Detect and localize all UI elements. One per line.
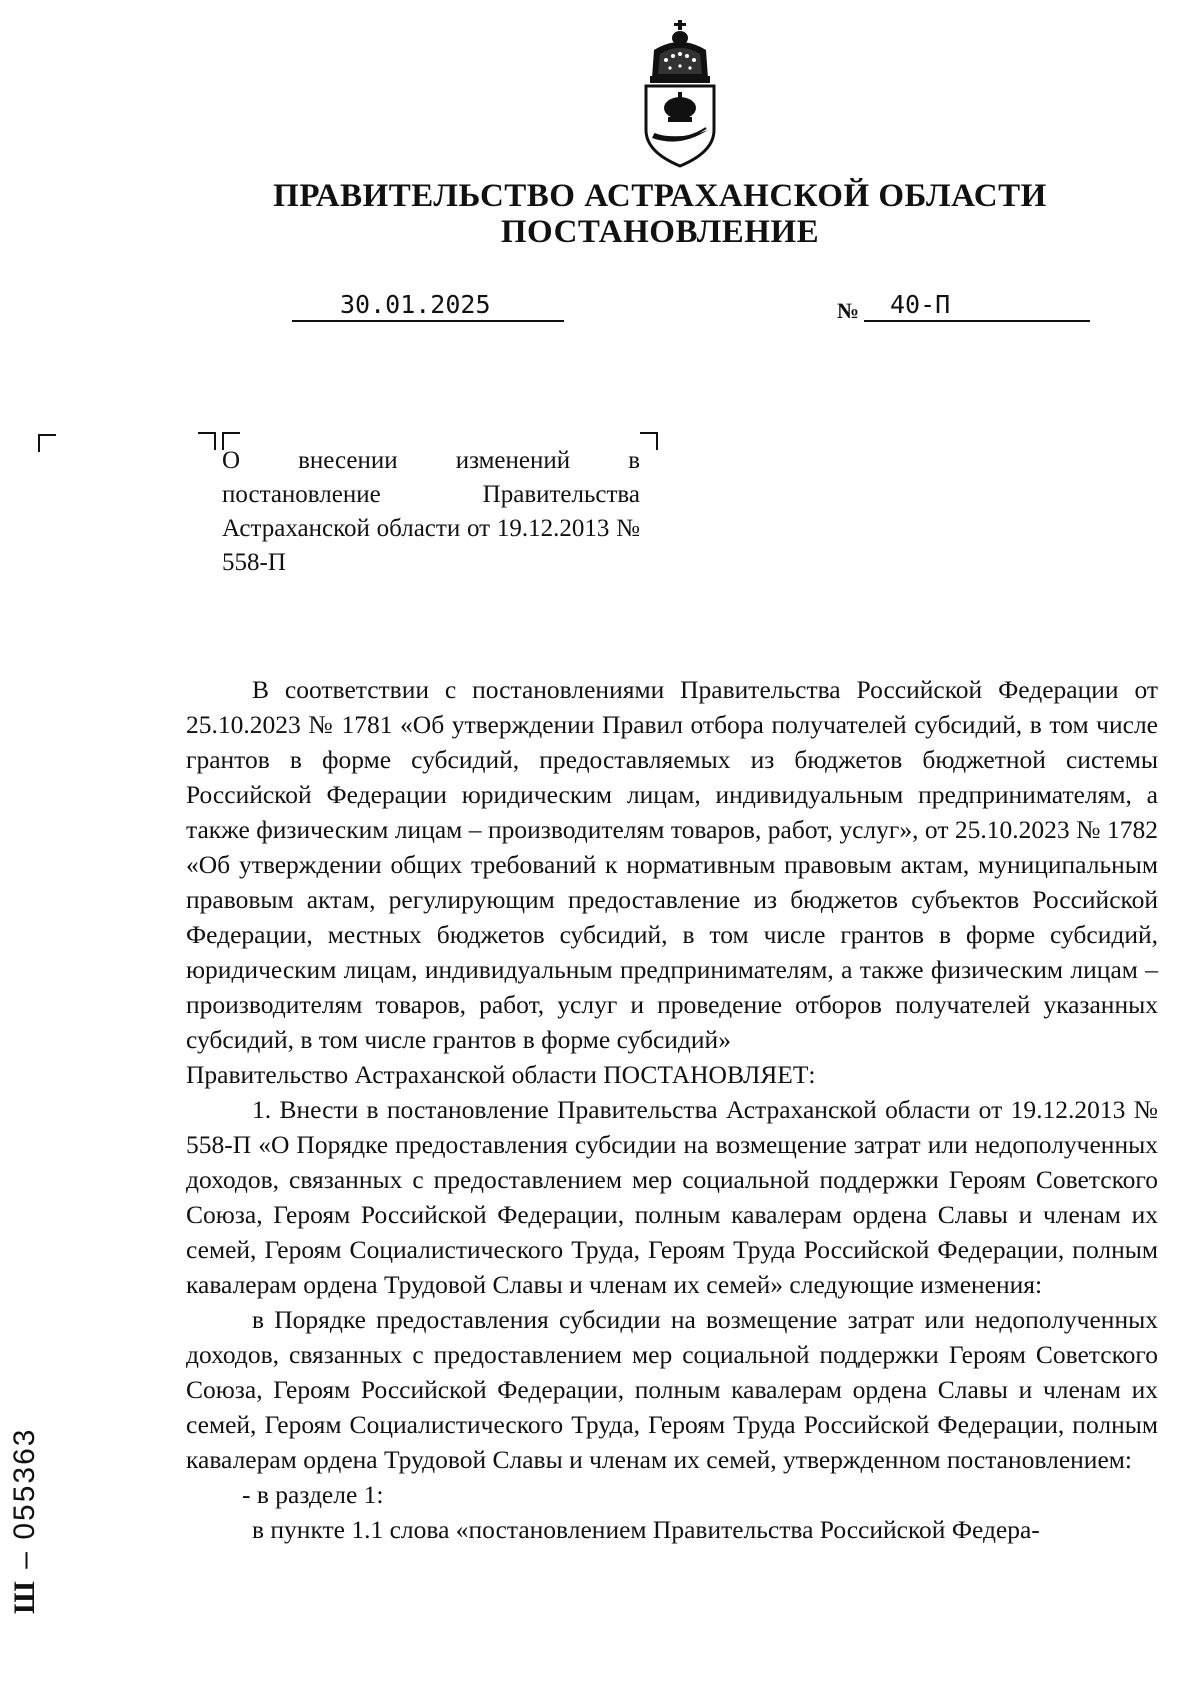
subject-corner-mark-left-outer bbox=[198, 432, 216, 450]
point-1-1-paragraph: в пункте 1.1 слова «постановлением Правительства Российской Федера- bbox=[252, 1515, 1040, 1544]
number-sign: № bbox=[837, 298, 860, 323]
serial-dash: – bbox=[8, 1550, 41, 1569]
preamble-paragraph: В соответствии с постановлениями Правительства Российской Федерации от 25.10.2023 № 1781 «Об утверждении Правил отбора получателей субсидий, в том числе грантов в форме субсидий, предоставляемых из бюджетов бюджетной системы Российской Федерации юридическим лицам, индивидуальным предпринимателям, а также физическим лицам – производителям товаров, работ, услуг», от 25.10.2023 № 1782 «Об утверждении общих требований к нормативным правовым актам, муниципальным правовым актам, регулирующим предоставление из бюджетов субъектов Российской Федерации, местных бюджетов субсидий, в том числе грантов в форме субсидий, юридическим лицам, индивидуальным предпринимателям, а также физическим лицам – производителям товаров, работ, услуг и проведение отборов получателей указанных субсидий, в том числе грантов в форме субсидий» bbox=[186, 675, 1158, 1054]
item-1-detail-paragraph: в Порядке предоставления субсидии на возмещение затрат или недополученных доходов, связанных с предоставлением мер социальной поддержки Героям Советского Союза, Героям Российской Федерации, полным кавалерам ордена Славы и членам их семей, Героям Социалистического Труда, Героям Труда Российской Федерации, полным кавалерам ордена Трудовой Славы и членам их семей, утвержденном постановлением: bbox=[186, 1305, 1158, 1474]
blank-serial-number bbox=[8, 1428, 42, 1614]
coat-of-arms-emblem bbox=[640, 20, 720, 170]
document-number: 40-П bbox=[890, 290, 951, 319]
issuer-title: ПРАВИТЕЛЬСТВО АСТРАХАНСКОЙ ОБЛАСТИ bbox=[273, 178, 1047, 214]
document-body bbox=[186, 672, 1158, 1547]
left-margin-corner-mark bbox=[38, 434, 56, 452]
item-1-paragraph: 1. Внести в постановление Правительства Астраханской области от 19.12.2013 № 558-П «О Порядке предоставления субсидии на возмещение затрат или недополученных доходов, связанных с предоставлением мер социальной поддержки Героям Советского Союза, Героям Российской Федерации, полным кавалерам ордена Славы и членам их семей, Героям Социалистического Труда, Героям Труда Российской Федерации, полным кавалерам ордена Трудовой Славы и членам их семей» следующие изменения: bbox=[186, 1095, 1158, 1299]
document-type-title: ПОСТАНОВЛЕНИЕ bbox=[500, 214, 820, 250]
serial-series: Ш bbox=[8, 1579, 41, 1614]
document-date: 30.01.2025 bbox=[340, 290, 491, 319]
subject-corner-mark-right bbox=[640, 432, 658, 450]
resolution-statement: Правительство Астраханской области ПОСТАНОВЛЯЕТ: bbox=[186, 1060, 816, 1089]
section-1-heading: - в разделе 1: bbox=[242, 1480, 384, 1509]
serial-digits: 055363 bbox=[8, 1427, 41, 1540]
document-subject: О внесении изменений в постановление Правительства Астраханской области от 19.12.2013 № 558-П bbox=[222, 447, 640, 576]
